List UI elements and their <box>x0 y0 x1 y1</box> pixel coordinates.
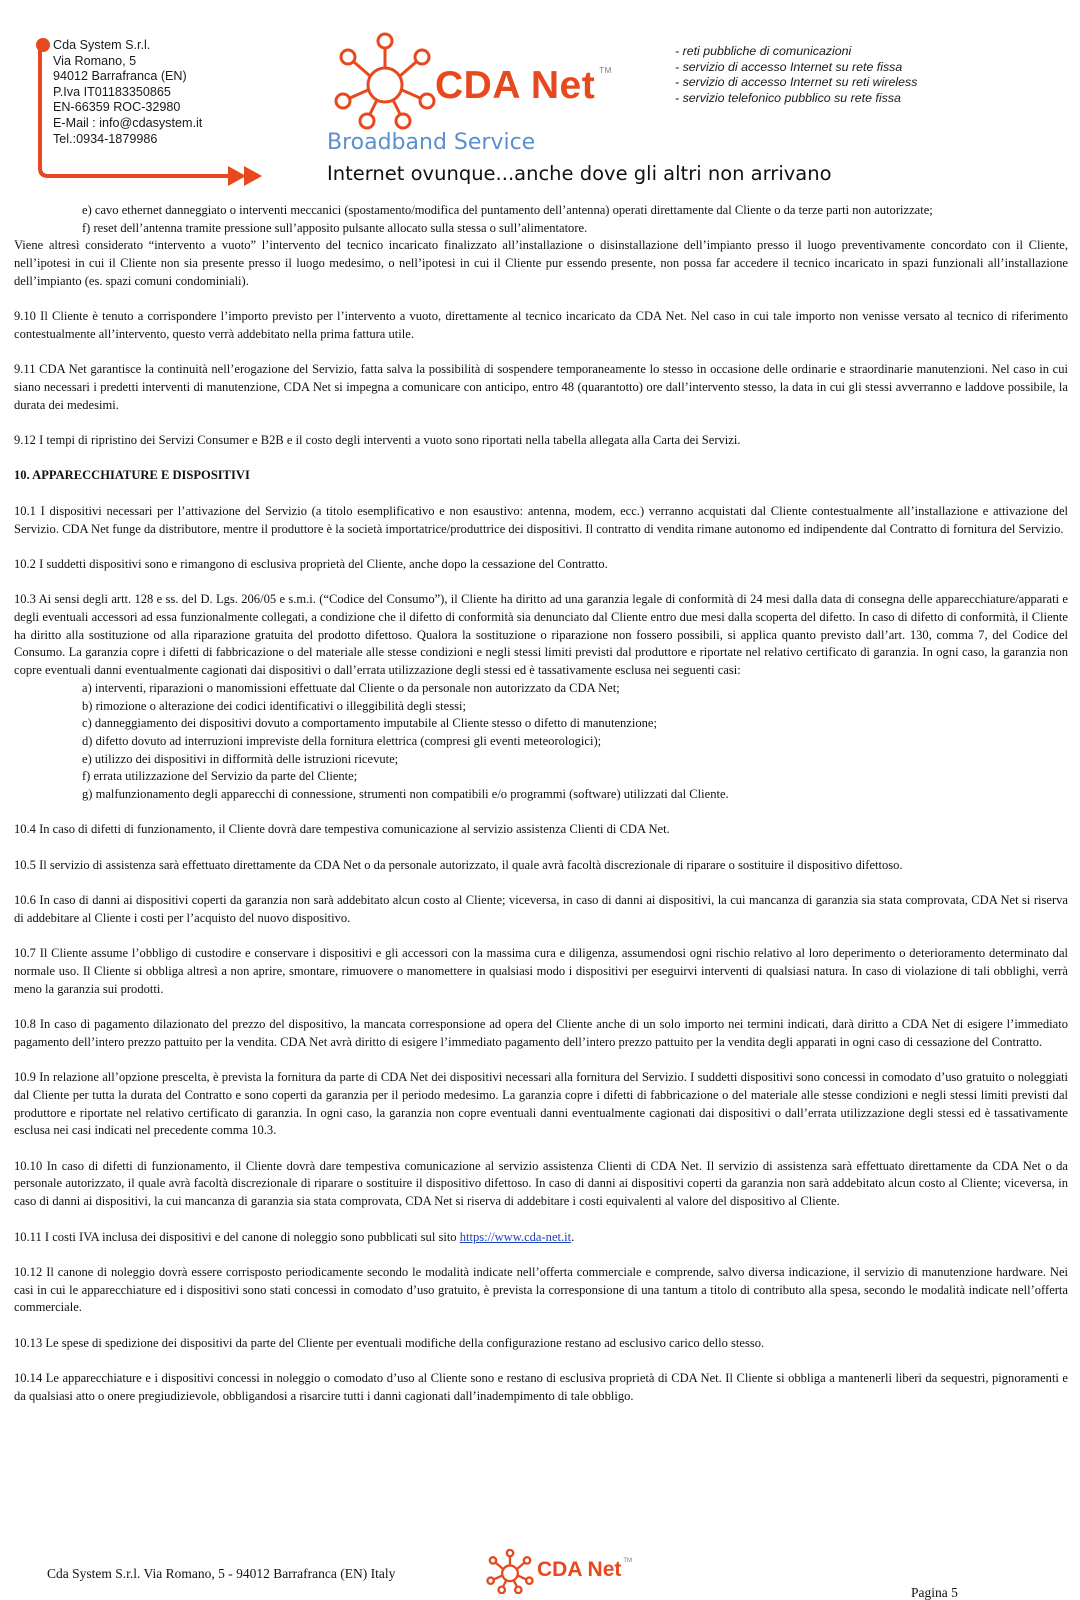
letterhead <box>0 0 1080 196</box>
service-item: - servizio telefonico pubblico su rete fissa <box>675 90 901 105</box>
paragraph-10-6: 10.6 In caso di danni ai dispositivi coperti da garanzia non sarà addebitato alcun costo al Cliente; viceversa, in caso di danni ai dispositivi, la cui mancanza di garanzia sia stata comprovata, CDA Net si riserva di addebitare al Cliente i costi per l’acquisto del nuovo dispositivo. <box>14 893 1068 925</box>
paragraph-10-13: 10.13 Le spese di spedizione dei dispositivi da parte del Cliente per eventuali modifiche della configurazione restano ad esclusivo carico dello stesso. <box>14 1335 765 1350</box>
paragraph-10-7: 10.7 Il Cliente assume l’obbligo di custodire e conservare i dispositivi e gli accessori con la massima cura e diligenza, assumendosi ogni rischio relativo al loro deperimento o deterioramento determinato dal normale uso. Il Cliente si obbliga altresì a non aprire, smontare, rimuovere o manomettere in qualsiasi modo i dispositivi per eseguirvi interventi di qualsiasi natura. In caso di violazione di tali obblighi, verrà meno la garanzia sui prodotti. <box>14 946 1068 996</box>
list-item: e) utilizzo dei dispositivi in difformità delle istruzioni ricevute; <box>82 751 399 766</box>
paragraph-10-5: 10.5 Il servizio di assistenza sarà effettuato direttamente da CDA Net o da personale autorizzato, il quale avrà facoltà discrezionale di riparare o sostituire il dispositivo difettoso. <box>14 857 903 872</box>
footer-trademark: TM <box>623 1558 633 1564</box>
clause-f: f) reset dell’antenna tramite pressione sull’apposito pulsante allocato sulla stessa o sull’alimentatore. <box>82 220 588 235</box>
paragraph-10-11-text: 10.11 I costi IVA inclusa dei dispositivi e del canone di noleggio sono pubblicati sul sito <box>14 1229 460 1244</box>
company-line: P.Iva IT01183350865 <box>53 84 171 99</box>
footer-brand-name: CDA Net <box>537 1558 622 1581</box>
list-item: f) errata utilizzazione del Servizio da parte del Cliente; <box>82 769 358 784</box>
paragraph-intervento-a-vuoto: Viene altresì considerato “intervento a vuoto” l’intervento del tecnico incaricato finalizzato all’installazione o disinstallazione dell’impianto presso il luogo preventivamente concordato con il Cliente, nell’ipotesi in cui il Cliente non sia presente presso il luogo medesimo, o nell’ipotesi in cui il Cliente pur essendo presente, non possa far accedere il tecnico incaricato in spazi funzionali all’installazione dell’impianto (es. spazi comuni condominiali). <box>14 238 1068 288</box>
document-body <box>14 202 1068 1423</box>
list-item: b) rimozione o alterazione dei codici identificativi o illeggibilità degli stessi; <box>82 698 466 713</box>
company-info <box>53 38 202 147</box>
paragraph-10-12: 10.12 Il canone di noleggio dovrà essere corrisposto periodicamente secondo le modalità indicate nell’offerta commerciale e comprende, salvo diversa indicazione, il servizio di manutenzione hardware. Nei casi in cui le apparecchiature ed i dispositivi sono stati concessi in comodato d’uso gratuito, è prevista la corresponsione di una tantum a titolo di contributo alla spesa, secondo le modalità indicate nell’offerta commerciale. <box>14 1264 1068 1315</box>
broadband-label: Broadband Service <box>327 130 536 155</box>
service-item: - servizio di accesso Internet su reti wireless <box>675 75 918 90</box>
footer-address: Cda System S.r.l. Via Romano, 5 - 94012 Barrafranca (EN) Italy <box>47 1566 396 1581</box>
network-logo-icon <box>330 30 440 130</box>
list-item: d) difetto dovuto ad interruzioni impreviste della fornitura elettrica (compresi gli eventi meteorologici); <box>82 733 602 748</box>
paragraph-10-11-end: . <box>571 1229 575 1244</box>
paragraph-10-1: 10.1 I dispositivi necessari per l’attivazione del Servizio (a titolo esemplificativo e non esaustivo: antenna, modem, ecc.) verranno acquistati dal Cliente contestualmente all’installazione e attivazione del Servizio. CDA Net funge da distributore, mentre il produttore è la società importatrice/produttrice dei dispositivi. Il contratto di vendita rimane autonomo ed indipendente dal Contratto di fornitura del Servizio. <box>14 503 1068 536</box>
footer-brand <box>537 1558 632 1582</box>
paragraph-10-2: 10.2 I suddetti dispositivi sono e rimangono di esclusiva proprietà del Cliente, anche dopo la cessazione del Contratto. <box>14 556 608 571</box>
clause-e: e) cavo ethernet danneggiato o interventi meccanici (spostamento/modifica del puntamento dell’antenna) operati direttamente dal Cliente o da terze parti non autorizzate; <box>82 203 933 217</box>
list-item: g) malfunzionamento degli apparecchi di connessione, strumenti non compatibili e/o programmi (software) utilizzati dal Cliente. <box>82 787 729 802</box>
company-line: EN-66359 ROC-32980 <box>53 100 181 115</box>
company-line: 94012 Barrafranca (EN) <box>53 69 187 84</box>
paragraph-10-8: 10.8 In caso di pagamento dilazionato del prezzo del dispositivo, la mancata corresponsione ad opera del Cliente anche di un solo importo nei termini indicati, darà diritto a CDA Net di esigere l’immediato pagamento dell’intero prezzo pattuito per la vendita. CDA Net avrà diritto di esigere l’immediato pagamento dell’intero prezzo pattuito per la vendita degli apparati in ogni caso di cessazione del Contratto. <box>14 1017 1068 1049</box>
service-item: - reti pubbliche di comunicazioni <box>675 44 852 58</box>
section-title: 10. APPARECCHIATURE E DISPOSITIVI <box>14 468 250 483</box>
list-item: c) danneggiamento dei dispositivi dovuto a comportamento imputabile al Cliente stesso o difetto di manutenzione; <box>82 716 657 731</box>
services-list <box>675 44 917 106</box>
paragraph-10-11 <box>14 1229 1068 1247</box>
company-line: Tel.:0934-1879986 <box>53 131 158 146</box>
paragraph-9-11: 9.11 CDA Net garantisce la continuità nell’erogazione del Servizio, fatta salva la possibilità di sospendere temporaneamente lo stesso in occasione delle ordinarie e straordinarie manutenzioni. Nel caso in cui siano necessari i predetti interventi di manutenzione, CDA Net si impegna a comunicare con anticipo, entro 48 (quarantotto) ore dall’intervento stesso, la data in cui gli stessi avverranno e laddove possibile, la durata dei medesimi. <box>14 362 1068 412</box>
paragraph-9-10: 9.10 Il Cliente è tenuto a corrispondere l’importo previsto per l’intervento a vuoto, direttamente al tecnico incaricato da CDA Net. Nel caso in cui tale importo non venisse versato al tecnico di riferimento contestualmente all’intervento, questo verrà addebitato nella prima fattura utile. <box>14 309 1068 341</box>
website-link[interactable]: https://www.cda-net.it <box>459 1229 572 1244</box>
paragraph-10-14: 10.14 Le apparecchiature e i dispositivi concessi in noleggio o comodato d’uso al Cliente sono e restano di esclusiva proprietà di CDA Net. Il Cliente si obbliga a mantenerli liberi da sequestri, pignoramenti e da qualsiasi atto o onere pregiudizievole, obbligandosi a risarcire tutti i danni cagionati dall’inadempimento di tale obbligo. <box>14 1371 1068 1403</box>
paragraph-10-3: 10.3 Ai sensi degli artt. 128 e ss. del D. Lgs. 206/05 e s.m.i. (“Codice del Consumo”), il Cliente ha diritto ad una garanzia legale di conformità di 24 mesi dalla data di consegna delle apparecchiature/apparati e degli eventuali accessori ad essa funzionalmente collegati, a condizione che il difetto di conformità sia denunciato dal Cliente entro due mesi dalla scoperta del difetto. In caso di difetto di conformità, il Cliente ha diritto alla sostituzione od alla riparazione gratuita del prodotto difettoso. Qualora la sostituzione o riparazione non fossero possibili, si applica quanto previsto dall’art. 130, comma 7, del Codice del Consumo. La garanzia copre i difetti di fabbricazione o del materiale alle stesse condizioni e negli stessi limiti previsti dal produttore e riportate nel relativo certificato di garanzia. In ogni caso, la garanzia non copre eventuali danni eventualmente cagionati dai dispositivi o dall’errata utilizzazione degli stessi ed è tassativamente esclusa nei seguenti casi: <box>14 592 1068 678</box>
exclusion-list <box>14 680 1068 804</box>
paragraph-9-12: 9.12 I tempi di ripristino dei Servizi Consumer e B2B e il costo degli interventi a vuoto sono riportati nella tabella allegata alla Carta dei Servizi. <box>14 433 741 448</box>
paragraph-10-10: 10.10 In caso di difetti di funzionamento, il Cliente dovrà dare tempestiva comunicazione al servizio assistenza Clienti di CDA Net. Il servizio di assistenza sarà effettuato direttamente da CDA Net o da personale autorizzato, il quale avrà facoltà discrezionale di riparare o sostituire il dispositivo difettoso. In caso di danni ai dispositivi coperti da garanzia non sarà addebitato alcun costo al Cliente; viceversa, in caso di danni ai dispositivi, la cui mancanza di garanzia sia stata comprovata, CDA Net si riserva di addebitare i costi equivalenti al valore del dispositivo al Cliente. <box>14 1158 1068 1209</box>
company-line: Via Romano, 5 <box>53 53 137 68</box>
service-item: - servizio di accesso Internet su rete fissa <box>675 59 903 74</box>
company-line: Cda System S.r.l. <box>53 38 151 52</box>
trademark: TM <box>599 66 612 75</box>
list-item: a) interventi, riparazioni o manomissioni effettuate dal Cliente o da personale non autorizzato da CDA Net; <box>82 680 620 695</box>
tagline: Internet ovunque...anche dove gli altri non arrivano <box>327 162 832 185</box>
footer-network-logo-icon <box>484 1548 536 1594</box>
company-line: E-Mail : info@cdasystem.it <box>53 115 203 130</box>
paragraph-10-9: 10.9 In relazione all’opzione prescelta, è prevista la fornitura da parte di CDA Net dei dispositivi necessari alla fornitura del Servizio. I suddetti dispositivi sono concessi in comodato d’uso gratuito o noleggiati dal Cliente per tutta la durata del Contratto e sono coperti da garanzia per il periodo medesimo. La garanzia copre i difetti di fabbricazione o del materiale alle stesse condizioni e negli stessi limiti previsti dal produttore e riportate nel relativo certificato di garanzia. In ogni caso, la garanzia non copre eventuali danni eventualmente cagionati dai dispositivi o dall’errata utilizzazione degli stessi ed è tassativamente esclusa nei casi indicati nel precedente comma 10.3. <box>14 1070 1068 1138</box>
paragraph-10-4: 10.4 In caso di difetti di funzionamento, il Cliente dovrà dare tempestiva comunicazione al servizio assistenza Clienti di CDA Net. <box>14 822 670 837</box>
page-number: Pagina 5 <box>911 1585 958 1600</box>
brand-name: CDA Net <box>435 64 596 107</box>
brand-logo <box>435 64 612 108</box>
